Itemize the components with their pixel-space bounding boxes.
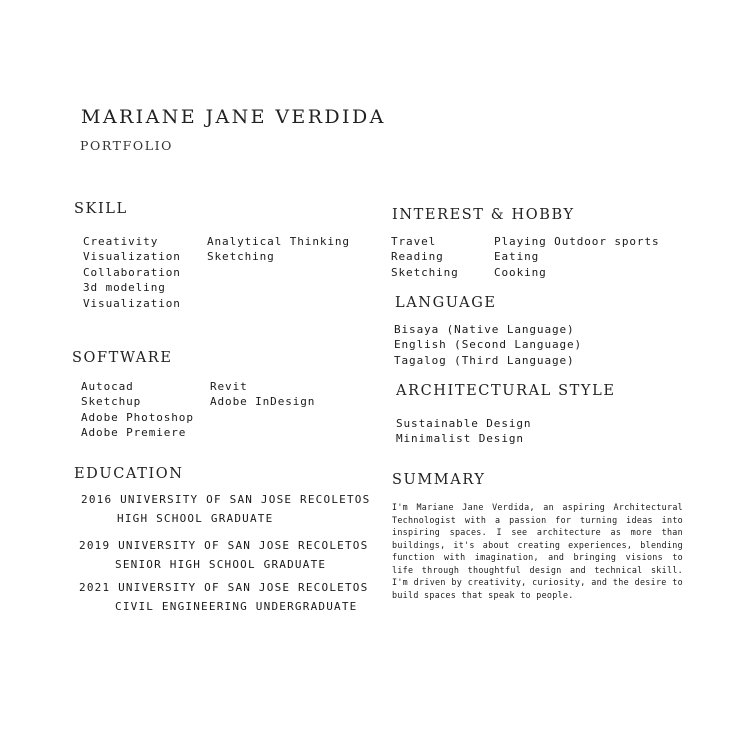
language-item: Bisaya (Native Language) [394,323,575,336]
education-heading: EDUCATION [74,466,184,482]
skill-item: Visualization [83,250,181,264]
software-heading: SOFTWARE [72,350,173,366]
architectural-style-heading: ARCHITECTURAL STYLE [396,383,616,399]
software-list-col1 [81,379,194,441]
education-entry [81,491,370,528]
software-item: Adobe Premiere [81,426,187,440]
software-list-col2 [210,379,315,410]
language-list [394,322,582,368]
portfolio-subtitle: PORTFOLIO [80,138,173,153]
skill-heading: SKILL [74,201,128,217]
summary-heading: SUMMARY [392,472,486,488]
education-degree: CIVIL ENGINEERING UNDERGRADUATE [115,599,358,613]
person-name: MARIANE JANE VERDIDA [81,106,386,128]
skill-list-col2 [207,234,350,265]
style-item: Sustainable Design [396,417,532,430]
interest-list-col2 [494,234,660,280]
education-degree: HIGH SCHOOL GRADUATE [117,511,274,525]
skill-item: 3d modeling [83,281,166,295]
education-school: 2019 UNIVERSITY OF SAN JOSE RECOLETOS [79,539,369,552]
software-item: Adobe InDesign [210,395,316,409]
summary-text: I'm Mariane Jane Verdida, an aspiring Architectural Technologist with a passion for turning ideas into inspiring spaces. I see architecture as more than buildings, it's about creating experiences, blending function with imagination, and bringing visions to life through thoughtful design and technical skill. I'm driven by creativity, curiosity, and the desire to build spaces that speak to people. [392,502,683,600]
architectural-style-list [396,416,531,447]
software-item: Revit [210,380,248,393]
language-heading: LANGUAGE [395,295,497,311]
software-item: Adobe Photoshop [81,410,194,424]
education-degree: SENIOR HIGH SCHOOL GRADUATE [115,557,327,571]
skill-item: Analytical Thinking [207,235,350,248]
interest-item: Cooking [494,265,547,279]
style-item: Minimalist Design [396,432,524,446]
language-item: English (Second Language) [394,338,583,352]
skill-item: Visualization [83,296,181,310]
interest-item: Reading [391,250,444,264]
interest-list-col1 [391,234,459,280]
skill-item: Collaboration [83,265,181,279]
interest-item: Travel [391,235,437,248]
education-entry [79,537,368,574]
interest-item: Eating [494,250,540,264]
software-item: Autocad [81,380,134,393]
language-item: Tagalog (Third Language) [394,353,575,367]
skill-item: Sketching [207,250,275,264]
skill-list-col1 [83,234,181,311]
skill-item: Creativity [83,235,159,248]
education-school: 2016 UNIVERSITY OF SAN JOSE RECOLETOS [81,493,371,506]
interest-item: Playing Outdoor sports [494,235,660,248]
interest-heading: INTEREST & HOBBY [392,207,575,223]
interest-item: Sketching [391,265,459,279]
education-school: 2021 UNIVERSITY OF SAN JOSE RECOLETOS [79,581,369,594]
education-entry [79,579,368,616]
software-item: Sketchup [81,395,142,409]
